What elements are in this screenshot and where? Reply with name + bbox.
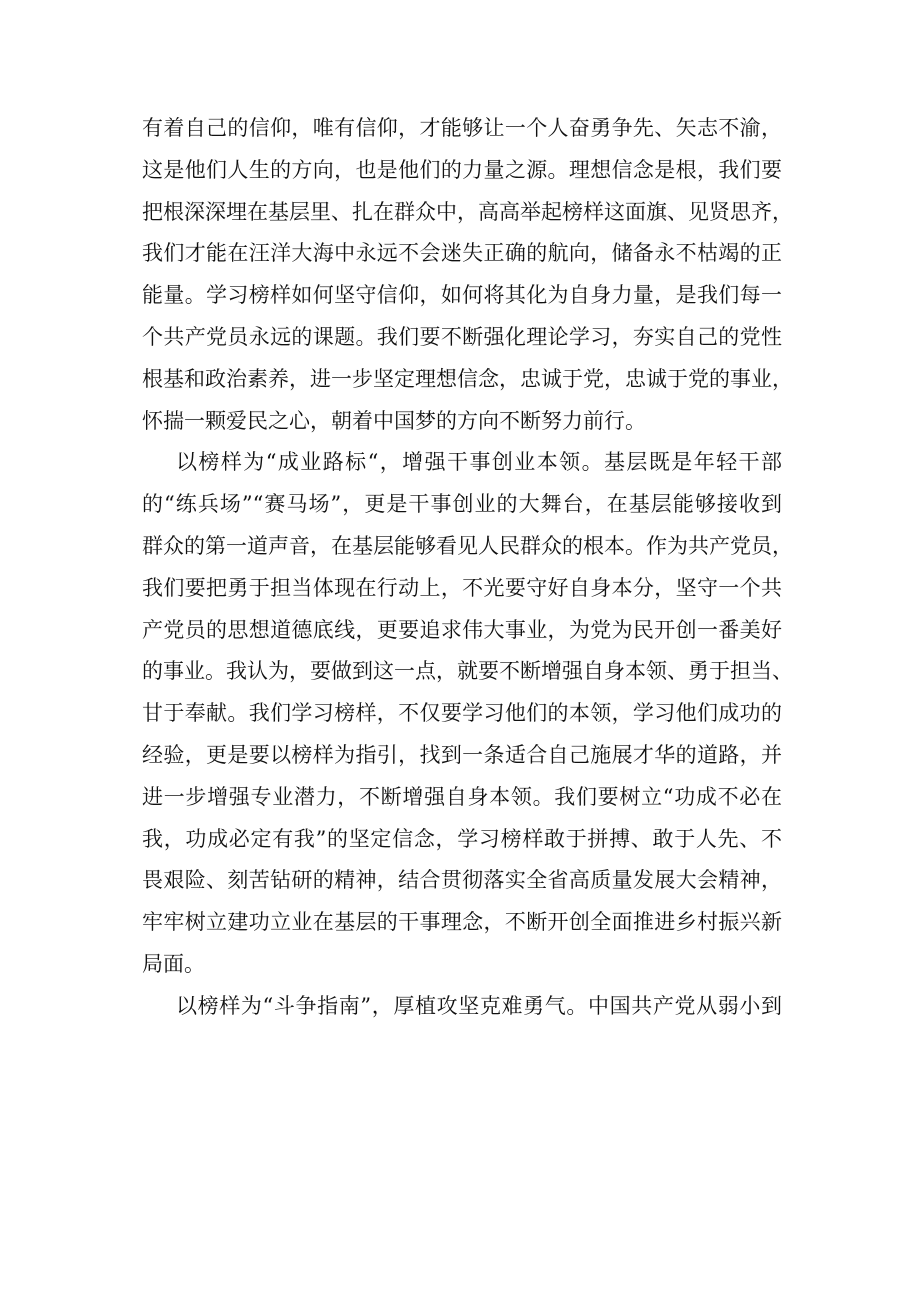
text-line: 局面。 [142,951,205,976]
text-line: 怀揣一颗爱民之心，朝着中国梦的方向不断努力前行。 [142,408,646,433]
text-line: 以榜样为“成业路标“，增强干事创业本领。基层既是年轻干部 [176,450,782,475]
text-line: 产党员的思想道德底线，更要追求伟大事业，为党为民开创一番美好 [142,617,782,642]
text-line: 把根深深埋在基层里、扎在群众中，高高举起榜样这面旗、见贤思齐， [142,199,793,224]
text-line: 这是他们人生的方向，也是他们的力量之源。理想信念是根，我们要 [142,157,782,182]
text-line: 我，功成必定有我”的坚定信念，学习榜样敢于拼搏、敢于人先、不 [142,826,782,851]
paragraph-1 [142,108,793,442]
text-line: 有着自己的信仰，唯有信仰，才能够让一个人奋勇争先、矢志不渝， [142,116,782,140]
text-line: 能量。学习榜样如何坚守信仰，如何将其化为自身力量，是我们每一 [142,283,782,308]
text-line: 群众的第一道声音，在基层能够看见人民群众的根本。作为共产党员， [142,533,793,558]
paragraph-3 [142,986,782,1028]
text-line: 根基和政治素养，进一步坚定理想信念，忠诚于党，忠诚于党的事业， [142,366,793,391]
text-line: 我们才能在汪洋大海中永远不会迷失正确的航向，储备永不枯竭的正 [142,241,782,266]
text-line: 的事业。我认为，要做到这一点，就要不断增强自身本领、勇于担当、 [142,659,793,684]
text-line: 我们要把勇于担当体现在行动上，不光要守好自身本分，坚守一个共 [142,575,782,600]
text-line: 的“练兵场”“赛马场”，更是干事创业的大舞台，在基层能够接收到 [142,492,782,517]
text-line: 进一步增强专业潜力，不断增强自身本领。我们要树立“功成不必在 [142,784,782,809]
paragraph-2 [142,442,793,985]
document-body [142,108,793,1028]
text-line: 以榜样为“斗争指南”，厚植攻坚克难勇气。中国共产党从弱小到 [176,993,782,1018]
text-line: 牢牢树立建功立业在基层的干事理念，不断开创全面推进乡村振兴新 [142,910,782,935]
text-line: 经验，更是要以榜样为指引，找到一条适合自己施展才华的道路，并 [142,742,782,767]
text-line: 畏艰险、刻苦钻研的精神，结合贯彻落实全省高质量发展大会精神， [142,868,782,893]
text-line: 个共产党员永远的课题。我们要不断强化理论学习，夯实自己的党性 [142,324,782,349]
text-line: 甘于奉献。我们学习榜样，不仅要学习他们的本领，学习他们成功的 [142,701,782,726]
